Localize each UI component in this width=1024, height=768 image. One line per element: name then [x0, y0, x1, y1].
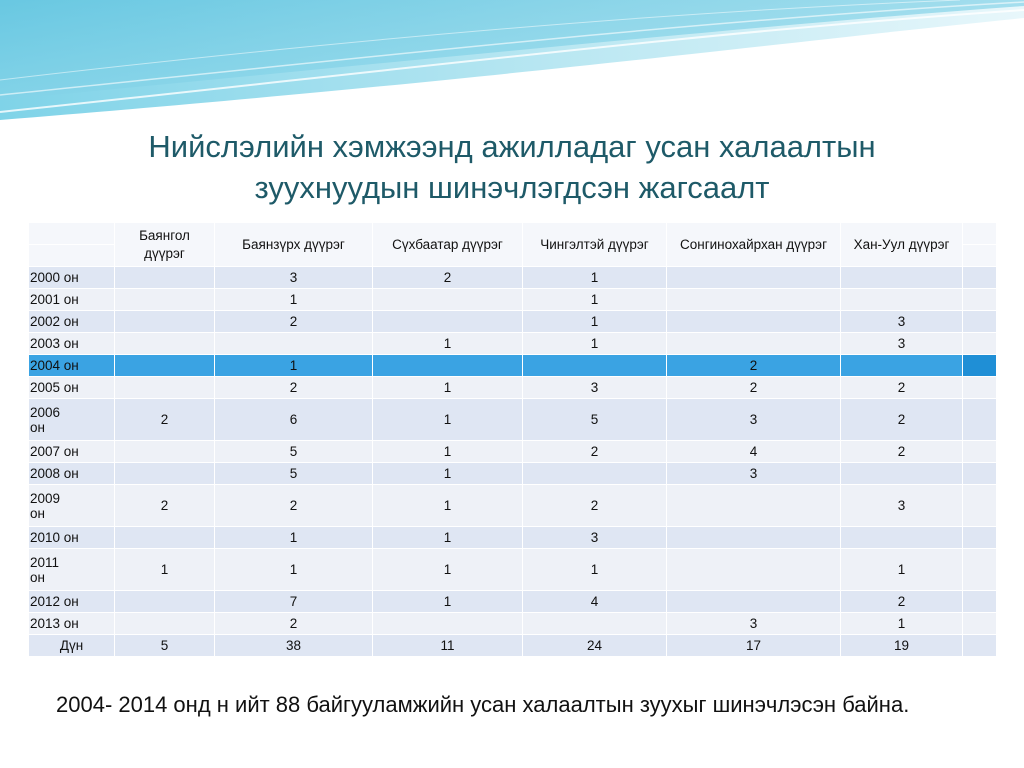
- value-cell: 1: [841, 613, 963, 635]
- table-header-row: [29, 223, 997, 245]
- value-cell: 2: [841, 441, 963, 463]
- value-cell: 4: [523, 591, 667, 613]
- value-cell: 3: [841, 485, 963, 527]
- table-row: [29, 591, 997, 613]
- value-cell: [115, 527, 215, 549]
- extra-cell: [963, 245, 997, 267]
- extra-cell: [963, 355, 997, 377]
- page-title: [0, 126, 1024, 208]
- value-cell: [523, 613, 667, 635]
- value-cell: 3: [667, 399, 841, 441]
- value-cell: 2: [215, 485, 373, 527]
- year-cell: 2010 он: [29, 527, 115, 549]
- value-cell: 5: [215, 441, 373, 463]
- value-cell: 3: [841, 311, 963, 333]
- boiler-table: [28, 222, 997, 657]
- value-cell: [373, 355, 523, 377]
- value-cell: 3: [841, 333, 963, 355]
- extra-cell: [963, 223, 997, 245]
- table-row: [29, 399, 997, 441]
- extra-cell: [963, 441, 997, 463]
- extra-cell: [963, 635, 997, 657]
- value-cell: 1: [373, 399, 523, 441]
- value-cell: [667, 267, 841, 289]
- value-cell: 1: [373, 463, 523, 485]
- extra-cell: [963, 267, 997, 289]
- value-cell: 2: [667, 355, 841, 377]
- year-cell: 2004 он: [29, 355, 115, 377]
- total-cell: 11: [373, 635, 523, 657]
- value-cell: 2: [115, 485, 215, 527]
- table-row: [29, 289, 997, 311]
- header-cell: Хан-Уул дүүрэг: [841, 223, 963, 267]
- value-cell: 1: [373, 333, 523, 355]
- extra-cell: [963, 311, 997, 333]
- value-cell: 3: [523, 377, 667, 399]
- year-cell: 2002 он: [29, 311, 115, 333]
- value-cell: [667, 485, 841, 527]
- value-cell: [115, 311, 215, 333]
- table-row: [29, 549, 997, 591]
- value-cell: 2: [215, 311, 373, 333]
- value-cell: [667, 311, 841, 333]
- value-cell: [667, 591, 841, 613]
- year-cell: 2009 он: [29, 485, 115, 527]
- value-cell: [115, 613, 215, 635]
- value-cell: 5: [215, 463, 373, 485]
- value-cell: [841, 355, 963, 377]
- value-cell: 6: [215, 399, 373, 441]
- extra-cell: [963, 289, 997, 311]
- extra-cell: [963, 333, 997, 355]
- value-cell: 1: [523, 549, 667, 591]
- value-cell: 3: [215, 267, 373, 289]
- table-row: [29, 485, 997, 527]
- table-row: [29, 267, 997, 289]
- total-cell: 5: [115, 635, 215, 657]
- value-cell: [841, 527, 963, 549]
- year-cell: 2012 он: [29, 591, 115, 613]
- extra-cell: [963, 549, 997, 591]
- value-cell: [523, 463, 667, 485]
- value-cell: 5: [523, 399, 667, 441]
- value-cell: [115, 355, 215, 377]
- value-cell: 2: [215, 613, 373, 635]
- value-cell: 1: [373, 485, 523, 527]
- value-cell: 1: [115, 549, 215, 591]
- table-row: [29, 441, 997, 463]
- value-cell: 1: [215, 289, 373, 311]
- value-cell: 1: [523, 267, 667, 289]
- value-cell: [667, 289, 841, 311]
- value-cell: 1: [373, 549, 523, 591]
- value-cell: [115, 289, 215, 311]
- value-cell: [841, 463, 963, 485]
- year-cell: 2001 он: [29, 289, 115, 311]
- extra-cell: [963, 591, 997, 613]
- value-cell: [667, 549, 841, 591]
- extra-cell: [963, 399, 997, 441]
- header-cell: Сонгинохайрхан дүүрэг: [667, 223, 841, 267]
- header-cell: Чингэлтэй дүүрэг: [523, 223, 667, 267]
- value-cell: 2: [523, 485, 667, 527]
- table-row: [29, 463, 997, 485]
- table-row: [29, 527, 997, 549]
- total-cell: 38: [215, 635, 373, 657]
- year-cell: 2006 он: [29, 399, 115, 441]
- year-cell: 2000 он: [29, 267, 115, 289]
- value-cell: 1: [373, 591, 523, 613]
- value-cell: 3: [667, 613, 841, 635]
- year-cell: 2005 он: [29, 377, 115, 399]
- value-cell: [523, 355, 667, 377]
- year-cell: 2003 он: [29, 333, 115, 355]
- value-cell: [115, 463, 215, 485]
- total-cell: 24: [523, 635, 667, 657]
- table-row: [29, 613, 997, 635]
- header-cell: Баянзүрх дүүрэг: [215, 223, 373, 267]
- value-cell: 7: [215, 591, 373, 613]
- value-cell: 1: [215, 549, 373, 591]
- extra-cell: [963, 613, 997, 635]
- extra-cell: [963, 377, 997, 399]
- year-cell: 2007 он: [29, 441, 115, 463]
- value-cell: 3: [667, 463, 841, 485]
- value-cell: 2: [841, 399, 963, 441]
- value-cell: [115, 377, 215, 399]
- value-cell: 2: [115, 399, 215, 441]
- value-cell: 4: [667, 441, 841, 463]
- table-row: [29, 333, 997, 355]
- value-cell: 2: [667, 377, 841, 399]
- extra-cell: [963, 463, 997, 485]
- extra-cell: [963, 527, 997, 549]
- value-cell: [215, 333, 373, 355]
- table-total-row: [29, 635, 997, 657]
- table-row-highlighted: [29, 355, 997, 377]
- summary-text: 2004- 2014 онд н ийт 88 байгууламжийн усан халаалтын зуухыг шинэчлэсэн байна.: [56, 692, 910, 717]
- year-cell: 2013 он: [29, 613, 115, 635]
- header-cell: Баянгол дүүрэг: [115, 223, 215, 267]
- header-corner: [29, 245, 115, 267]
- value-cell: 1: [841, 549, 963, 591]
- value-cell: [667, 333, 841, 355]
- value-cell: 2: [841, 591, 963, 613]
- title-line-2: зуухнуудын шинэчлэгдсэн жагсаалт: [254, 170, 770, 205]
- total-cell: 17: [667, 635, 841, 657]
- value-cell: 1: [373, 377, 523, 399]
- value-cell: [667, 527, 841, 549]
- value-cell: [373, 311, 523, 333]
- table-row: [29, 311, 997, 333]
- value-cell: [115, 441, 215, 463]
- value-cell: 1: [215, 527, 373, 549]
- value-cell: 1: [215, 355, 373, 377]
- decorative-wave-banner: [0, 0, 1024, 120]
- value-cell: 1: [373, 527, 523, 549]
- header-cell: Сүхбаатар дүүрэг: [373, 223, 523, 267]
- value-cell: [115, 267, 215, 289]
- value-cell: 1: [523, 333, 667, 355]
- total-label: Дүн: [29, 635, 115, 657]
- value-cell: 1: [523, 311, 667, 333]
- header-corner: [29, 223, 115, 245]
- value-cell: 2: [523, 441, 667, 463]
- value-cell: 2: [841, 377, 963, 399]
- value-cell: [115, 591, 215, 613]
- year-cell: 2008 он: [29, 463, 115, 485]
- value-cell: [115, 333, 215, 355]
- value-cell: [373, 613, 523, 635]
- value-cell: 2: [215, 377, 373, 399]
- extra-cell: [963, 485, 997, 527]
- value-cell: [841, 267, 963, 289]
- value-cell: 1: [523, 289, 667, 311]
- value-cell: 2: [373, 267, 523, 289]
- total-cell: 19: [841, 635, 963, 657]
- value-cell: [841, 289, 963, 311]
- value-cell: 1: [373, 441, 523, 463]
- year-cell: 2011 он: [29, 549, 115, 591]
- value-cell: 3: [523, 527, 667, 549]
- value-cell: [373, 289, 523, 311]
- title-line-1: Нийслэлийн хэмжээнд ажилладаг усан халаалтын: [148, 129, 876, 164]
- table-row: [29, 377, 997, 399]
